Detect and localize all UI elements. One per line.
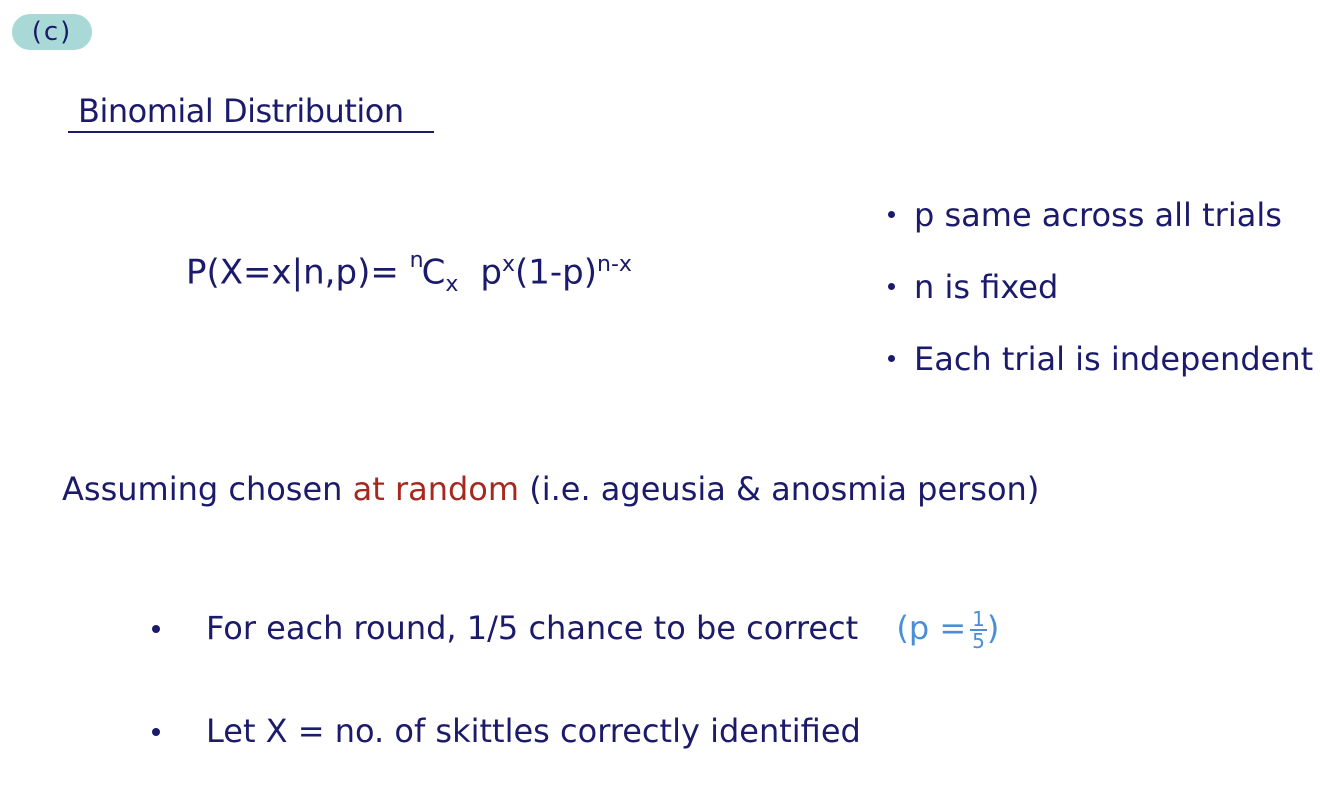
bullet-icon bbox=[888, 355, 895, 362]
assumption-highlight: at random bbox=[352, 470, 520, 508]
part-label-badge bbox=[12, 14, 92, 50]
part-label: (c) bbox=[31, 17, 73, 47]
condition-text: p same across all trials bbox=[914, 196, 1282, 234]
formula-exponent: n-x bbox=[597, 252, 632, 277]
condition-item bbox=[880, 268, 1313, 306]
formula-x-superscript: x bbox=[501, 252, 515, 277]
let-text: Let X = no. of skittles correctly identified bbox=[206, 712, 861, 750]
point-item-let bbox=[150, 709, 999, 753]
bullet-icon bbox=[888, 283, 895, 290]
formula-x-subscript: x bbox=[445, 272, 459, 298]
assumption-suffix: (i.e. ageusia & anosmia person) bbox=[519, 470, 1040, 508]
condition-item bbox=[880, 196, 1313, 234]
condition-item bbox=[880, 340, 1313, 378]
point-item-round bbox=[150, 606, 999, 651]
key-points-list bbox=[150, 606, 999, 811]
p-value-annotation bbox=[896, 607, 1000, 653]
formula-c: C bbox=[421, 252, 446, 293]
bullet-icon bbox=[152, 625, 160, 633]
bullet-icon bbox=[152, 728, 160, 736]
p-fraction bbox=[970, 609, 987, 651]
condition-text: Each trial is independent bbox=[914, 340, 1314, 378]
formula-one-minus-p: (1-p) bbox=[514, 252, 597, 293]
formula-lhs: P(X=x|n,p)= bbox=[186, 252, 410, 293]
section-heading: Binomial Distribution bbox=[78, 92, 404, 130]
binomial-formula bbox=[186, 248, 632, 298]
assumption-line bbox=[62, 470, 1039, 508]
p-open: (p = bbox=[896, 609, 967, 647]
condition-text: n is fixed bbox=[914, 268, 1059, 306]
bullet-icon bbox=[888, 211, 895, 218]
formula-p: p bbox=[480, 252, 502, 293]
heading-underline bbox=[68, 131, 434, 133]
p-fraction-numerator: 1 bbox=[972, 607, 985, 631]
formula-n-superscript: n bbox=[409, 248, 424, 274]
p-fraction-denominator: 5 bbox=[972, 629, 985, 653]
assumption-prefix: Assuming chosen bbox=[62, 470, 353, 508]
p-close: ) bbox=[986, 609, 1000, 647]
round-text: For each round, 1/5 chance to be correct bbox=[206, 609, 859, 647]
binomial-conditions-list bbox=[880, 196, 1313, 412]
